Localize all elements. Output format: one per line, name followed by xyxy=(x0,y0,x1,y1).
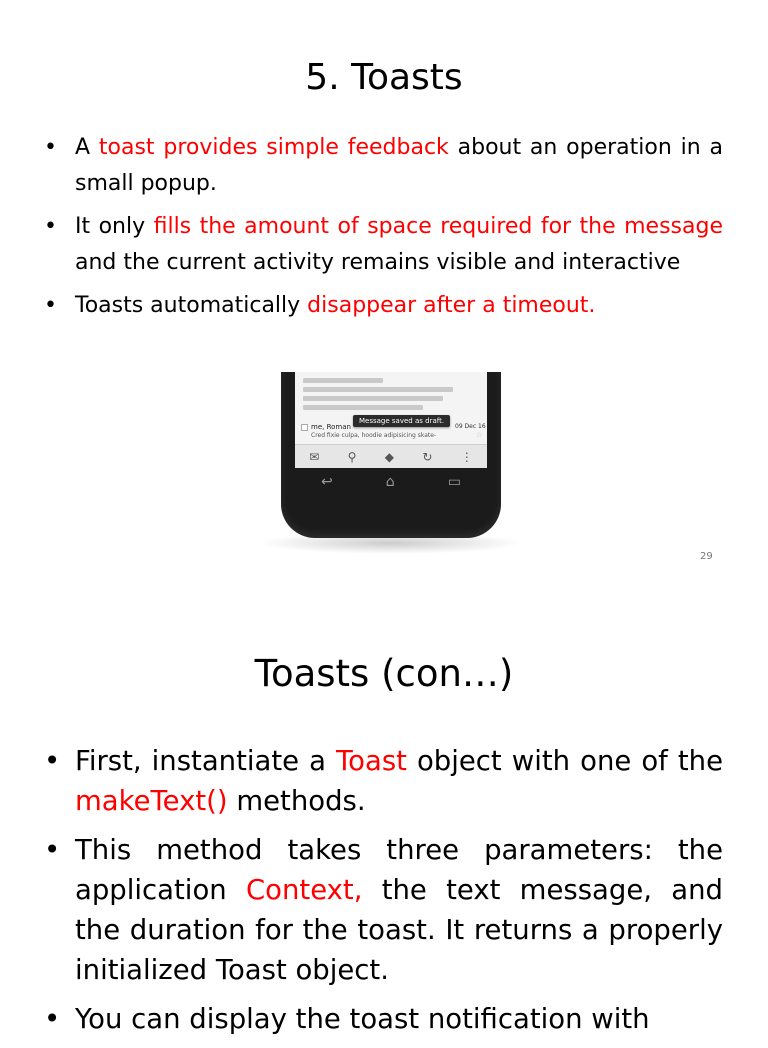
bullet-item xyxy=(44,830,723,990)
bullet-marker: • xyxy=(44,745,61,777)
bullet-text: This method takes three parameters: the application xyxy=(75,834,723,906)
bullet-text: methods. xyxy=(227,785,366,817)
phone-screenshot xyxy=(258,372,524,556)
bullet-text: It only xyxy=(75,214,154,239)
slide-number: 29 xyxy=(700,551,713,562)
toast-popup: Message saved as draft. xyxy=(353,415,450,427)
phone-body xyxy=(281,372,501,538)
blurred-text-line xyxy=(303,387,453,392)
checkbox-icon xyxy=(301,424,308,431)
bullet-marker: • xyxy=(44,1003,61,1035)
bullet-text: the text message, and the duration for the toast. It returns a properly initialized Toast object. xyxy=(75,874,723,986)
bullet-item xyxy=(44,209,723,281)
email-sender: me, Roman xyxy=(311,423,351,431)
highlighted-text: makeText() xyxy=(75,785,228,817)
email-preview: Cred fixie culpa, hoodie adipisicing skate- xyxy=(311,432,437,439)
bullet-text: about an operation in a small popup. xyxy=(75,135,724,196)
bullet-item xyxy=(44,999,723,1039)
bullet-marker: • xyxy=(44,214,57,239)
slide-title: Toasts (con…) xyxy=(254,652,514,695)
action-bar xyxy=(295,444,487,468)
highlighted-text: fills the amount of space required for the message xyxy=(153,214,723,239)
bullet-text: First, instantiate a xyxy=(75,745,337,777)
more-icon: ⋮ xyxy=(460,450,473,464)
highlighted-text: toast provides simple feedback xyxy=(98,135,449,160)
bullet-text: You can display the toast notification with xyxy=(75,1003,650,1035)
refresh-icon: ↻ xyxy=(422,450,433,464)
blurred-text-line xyxy=(303,378,383,383)
email-date: 09 Dec 16 xyxy=(455,423,486,430)
bullet-text: Toasts automatically xyxy=(75,293,308,318)
home-icon: ⌂ xyxy=(385,474,395,490)
highlighted-text: disappear after a timeout. xyxy=(307,293,596,318)
search-icon: ⚲ xyxy=(347,450,357,464)
star-icon: ☆ xyxy=(476,431,483,439)
back-icon: ↩ xyxy=(321,474,333,490)
recents-icon: ▭ xyxy=(447,474,461,490)
mail-icon: ✉ xyxy=(309,450,320,464)
bullet-item xyxy=(44,130,723,202)
bullet-text: and the current activity remains visible and interactive xyxy=(75,250,681,275)
blurred-text-line xyxy=(303,405,423,410)
nav-bar xyxy=(321,472,461,492)
phone-screen xyxy=(295,372,487,468)
bullet-item xyxy=(44,741,723,821)
bullet-item xyxy=(44,288,723,324)
highlighted-text: Toast xyxy=(336,745,407,777)
bullet-text: A xyxy=(75,135,99,160)
bullet-text: object with one of the xyxy=(406,745,723,777)
bullet-marker: • xyxy=(44,293,57,318)
tag-icon: ◆ xyxy=(384,450,394,464)
slide-title: 5. Toasts xyxy=(305,57,463,98)
blurred-text-line xyxy=(303,396,443,401)
bullet-list xyxy=(44,130,723,331)
bullet-marker: • xyxy=(44,834,61,866)
bullet-list xyxy=(44,741,723,1048)
highlighted-text: Context, xyxy=(245,874,363,906)
bullet-marker: • xyxy=(44,135,57,160)
